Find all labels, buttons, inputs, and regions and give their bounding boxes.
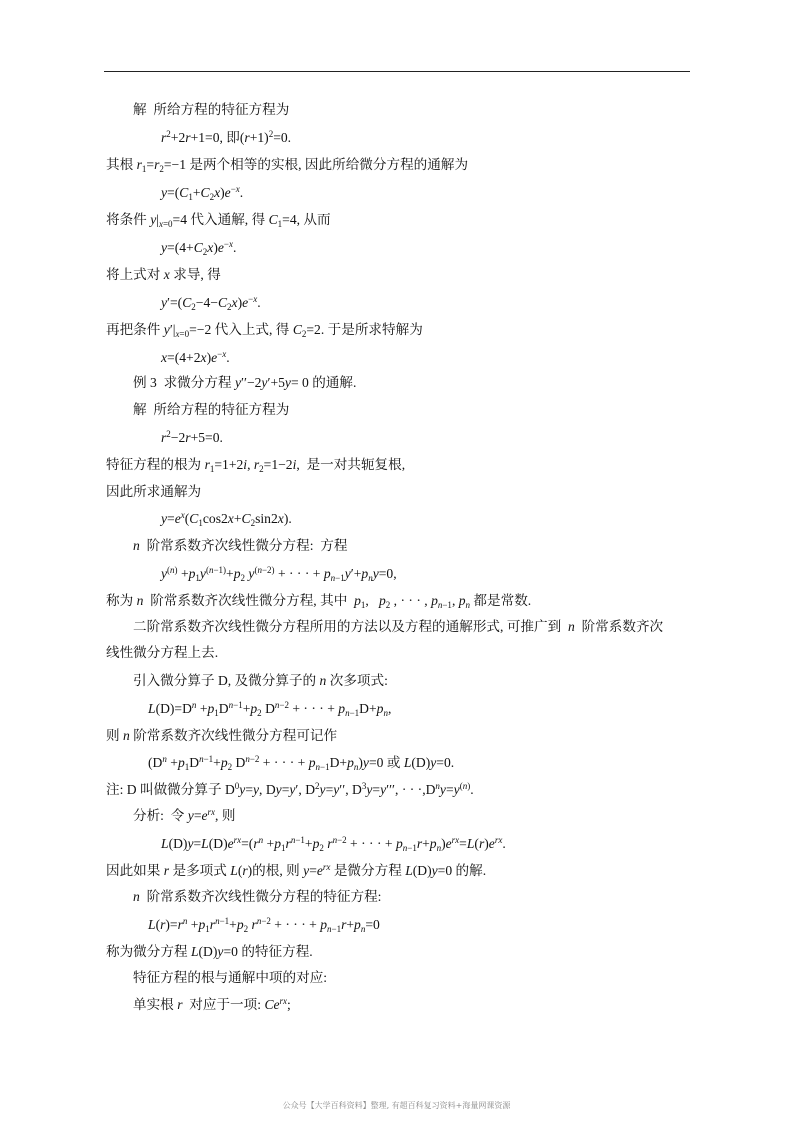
text-line-l27: 分析: 令 $y=e^{rx}$, 则 <box>133 807 236 823</box>
text-line-l23: $L(D)=D^n +p_1D^{n-1}+p_2$ $D^{n-2}$ + · · · + $p_{n-1}D+p_n$, <box>148 700 392 718</box>
header-rule <box>104 71 690 72</box>
text-line-l21: 线性微分方程上去. <box>106 645 219 660</box>
text-line-l06: $y=(4+C_2x)e^{-x}$. <box>161 239 237 257</box>
text-line-l04: $y=(C_1+C_2x)e^{-x}$. <box>161 184 244 202</box>
text-line-l26: 注: D 叫做微分算子 $D^0y=y$, Dy=y′, $D^2y=y''$, $D^3y=y'''$, · · $\cdot,D^ny=y^{(n)}$. <box>106 781 474 797</box>
text-line-l16: $y=e^x(C_1\cos 2x+C_2\sin 2x)$. <box>161 510 292 528</box>
text-line-l32: 称为微分方程 L(D)y=0 的特征方程. <box>106 944 313 959</box>
text-line-l05: 将条件 $y|_{x=0}=4$ 代入通解, 得 $C_1=4$, 从而 <box>106 212 331 229</box>
text-line-l33: 特征方程的根与通解中项的对应: <box>133 970 328 985</box>
text-line-l25: ($D^n +p_1D^{n-1}+p_2$ $D^{n-2}$ + · · · + $p_{n-1}D+p_n)y=0$ 或 L(D)y=0. <box>148 754 455 772</box>
text-line-l12: 解 所给方程的特征方程为 <box>133 402 290 417</box>
text-line-l24: 则 n 阶常系数齐次线性微分方程可记作 <box>106 728 338 743</box>
text-line-l10: $x=(4+2x)e^{-x}$. <box>161 349 230 365</box>
text-line-l22: 引入微分算子 D, 及微分算子的 n 次多项式: <box>133 673 388 688</box>
text-line-l07: 将上式对 x 求导, 得 <box>106 267 221 282</box>
page-footer: 公众号【大学百科资料】整理, 有超百科复习资料+海量网课资源 <box>282 1101 511 1110</box>
text-line-l14: 特征方程的根为 $r_1=1+2i$, $r_2=1-2i$, 是一对共轭复根, <box>106 457 406 474</box>
text-line-l13: $r^2-2r+5=0$. <box>161 429 223 445</box>
text-line-l11: 例 3 求微分方程 y′′−2y′+5y= 0 的通解. <box>133 375 357 390</box>
text-line-l08: $y'=(C_2-4-C_2x)e^{-x}$. <box>161 294 261 312</box>
text-line-l09: 再把条件 $y'|_{x=0}=-2$ 代入上式, 得 $C_2=2$. 于是所求特解为 <box>106 322 423 339</box>
text-line-l19: 称为 n 阶常系数齐次线性微分方程, 其中 $p_1$, $p_2$ , · · · , $p_{n-1}$, $p_n$ 都是常数. <box>106 593 532 610</box>
text-line-l17: n 阶常系数齐次线性微分方程: 方程 <box>133 538 348 553</box>
text-line-l34: 单实根 r 对应于一项: $Ce^{rx}$; <box>133 996 291 1012</box>
text-line-l03: 其根 $r_1=r_2=-1$ 是两个相等的实根, 因此所给微分方程的通解为 <box>106 157 469 174</box>
text-line-l15: 因此所求通解为 <box>106 484 202 499</box>
text-line-l29: 因此如果 r 是多项式 L(r)的根, 则 $y=e^{rx}$ 是微分方程 L(D)y=0 的解. <box>106 862 487 878</box>
text-line-l02: $r^2+2r+1=0$, 即$(r+1)^2=0$. <box>161 129 292 145</box>
text-line-l31: $L(r)=r^n +p_1r^{n-1}+p_2$ $r^{n-2}$ + · · · + $p_{n-1}r+p_n=0$ <box>148 916 380 934</box>
text-line-l30: n 阶常系数齐次线性微分方程的特征方程: <box>133 889 382 904</box>
text-line-l01: 解 所给方程的特征方程为 <box>133 102 290 117</box>
text-line-l20: 二阶常系数齐次线性微分方程所用的方法以及方程的通解形式, 可推广到 n 阶常系数齐次 <box>133 619 664 634</box>
text-line-l28: $L(D)y=L(D)e^{rx}=(r^n +p_1r^{n-1}+p_2$ $r^{n-2}$ + · · · + $p_{n-1}r+p_n)e^{rx}=L(r)e^{rx}$. <box>161 835 506 853</box>
text-line-l18: $y^{(n)} +p_1y^{(n-1)}+p_2$ $y^{(n-2)}$ + · · · + $p_{n-1}y'+p_ny=0$, <box>161 565 397 583</box>
